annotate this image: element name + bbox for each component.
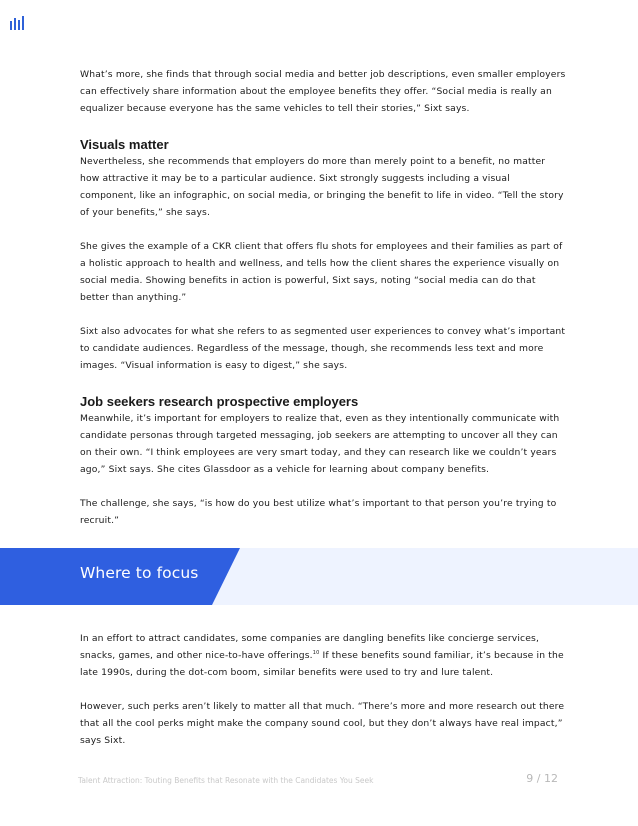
paragraph: Nevertheless, she recommends that employers do more than merely point to a benefit, no matter how attractive it may be to a particular audience. Sixt strongly suggests including a visual component, like an infographic, on social media, or bringing the benefit to life in video. “Tell the story of your benefits,” she says.	[80, 156, 564, 218]
paragraph: Meanwhile, it’s important for employers to realize that, even as they intentionally communicate with candidate personas through targeted messaging, job seekers are attempting to uncover all they can on their own. “I think employees are very smart today, and they can research like we couldn’t years ago,” Sixt says. She cites Glassdoor as a vehicle for learning about company benefits.	[80, 413, 560, 475]
section-heading: Visuals matter	[80, 137, 169, 152]
section-banner	[0, 548, 638, 605]
page-number: 9 / 12	[526, 772, 558, 785]
banner-title: Where to focus	[80, 564, 199, 582]
paragraph: What’s more, she finds that through social media and better job descriptions, even smaller employers can effectively share information about the employee benefits they offer. “Social media is really an equalizer because everyone has the same vehicles to tell their stories,” Sixt says.	[80, 69, 566, 114]
bar-chart-logo-icon	[10, 16, 24, 30]
article-body	[80, 66, 566, 529]
footnote-ref: 10	[312, 649, 320, 656]
paragraph: She gives the example of a CKR client that offers flu shots for employees and their families as part of a holistic approach to health and wellness, and tells how the client shares the experience visually on social media. Showing benefits in action is powerful, Sixt says, noting “social media can do that better than anything.”	[80, 241, 563, 303]
footer-title: Talent Attraction: Touting Benefits that Resonate with the Candidates You Seek	[78, 776, 374, 785]
paragraph: The challenge, she says, “is how do you best utilize what’s important to that person you’re trying to recruit.”	[80, 498, 557, 526]
paragraph: In an effort to attract candidates, some companies are dangling benefits like concierge services, snacks, games, and other nice-to-have offerings.$^{10}$ If these benefits sound familiar, it’s because in the late 1990s, during the dot-com boom, similar benefits were used to try and lure talent.	[80, 633, 564, 678]
paragraph: Sixt also advocates for what she refers to as segmented user experiences to convey what’s important to candidate audiences. Regardless of the message, though, she recommends less text and more images. “Visual information is easy to digest,” she says.	[80, 326, 566, 371]
focus-section	[80, 630, 566, 749]
paragraph: However, such perks aren’t likely to matter all that much. “There’s more and more research out there that all the cool perks might make the company sound cool, but they don’t always have real impact,” says Sixt.	[80, 701, 565, 746]
section-heading: Job seekers research prospective employers	[80, 394, 359, 409]
